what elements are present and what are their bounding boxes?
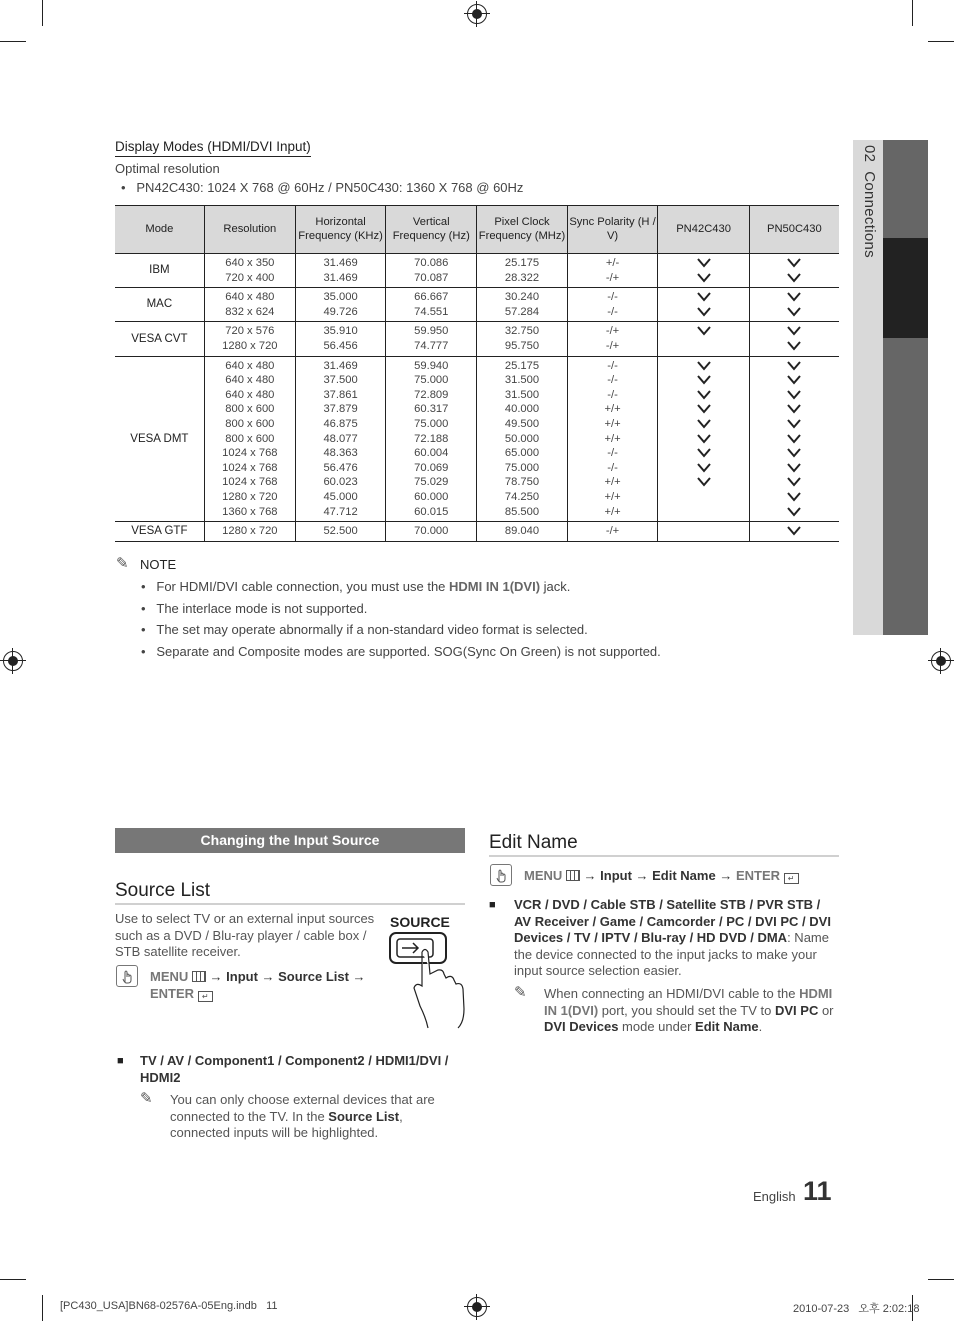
value-line: 48.077	[323, 432, 358, 445]
empty-mark	[658, 490, 748, 505]
value-line: -/-	[607, 305, 618, 318]
value-cell	[477, 356, 567, 522]
crop-mark	[928, 41, 954, 42]
note-item: • Separate and Composite modes are supported. SOG(Sync On Green) is not supported.	[141, 644, 661, 659]
note-pencil-icon: ✎	[140, 1090, 153, 1107]
divider	[115, 903, 465, 905]
mode-cell: VESA CVT	[115, 322, 204, 356]
value-line: 35.910	[323, 325, 358, 338]
value-cell	[295, 322, 385, 356]
footer-file-name: [PC430_USA]BN68-02576A-05Eng.indb 11	[60, 1300, 278, 1312]
value-line: 50.000	[504, 432, 540, 445]
value-line: 56.456	[323, 339, 358, 352]
value-line: 1024 x 768	[222, 447, 278, 460]
pn42c430-support-cell	[658, 322, 749, 356]
value-line: 59.950	[414, 325, 449, 338]
value-line: 46.875	[323, 417, 358, 430]
enter-icon: ↵	[784, 873, 799, 884]
value-line: 75.000	[414, 374, 449, 387]
checkmark-icon	[750, 324, 839, 339]
checkmark-icon	[750, 524, 839, 539]
edit-name-menu-path: MENU → Input → Edit Name → ENTER ↵	[524, 868, 799, 885]
crop-mark	[0, 1279, 26, 1280]
pn42c430-support-cell	[658, 254, 749, 288]
note-item: • For HDMI/DVI cable connection, you must use the HDMI IN 1(DVI) jack.	[141, 579, 571, 594]
value-line: 640 x 480	[225, 359, 275, 372]
checkmark-icon	[658, 417, 748, 432]
checkmark-icon	[658, 432, 748, 447]
pn50c430-support-cell	[749, 356, 839, 522]
value-line: +/+	[604, 417, 621, 430]
value-line: 1360 x 768	[222, 505, 278, 518]
value-line: 49.500	[504, 417, 540, 430]
value-cell	[295, 254, 385, 288]
source-list-description: Use to select TV or an external input sources such as a DVD / Blu-ray player / cable box / STB satellite receiver.	[115, 911, 375, 959]
value-line: 28.322	[504, 271, 540, 284]
value-line: -/-	[607, 359, 618, 372]
checkmark-icon	[750, 256, 839, 271]
mode-cell: VESA DMT	[115, 356, 204, 522]
value-cell	[477, 288, 567, 322]
value-line: -/-	[607, 461, 618, 474]
checkmark-icon	[658, 305, 748, 320]
checkmark-icon	[658, 271, 748, 286]
pn50c430-support-cell	[749, 322, 839, 356]
checkmark-icon	[750, 505, 839, 520]
checkmark-icon	[750, 432, 839, 447]
mode-cell: MAC	[115, 288, 204, 322]
list-bullet-square: ■	[117, 1055, 124, 1067]
value-line: 74.250	[504, 490, 540, 503]
mode-cell: IBM	[115, 254, 204, 288]
value-cell	[477, 522, 567, 542]
value-line: -/-	[607, 447, 618, 460]
note-item: • The interlace mode is not supported.	[141, 601, 368, 616]
remote-hand-icon	[116, 965, 138, 987]
value-cell	[204, 522, 295, 542]
list-bullet-square: ■	[489, 899, 496, 911]
checkmark-icon	[658, 388, 748, 403]
value-line: 640 x 480	[225, 388, 275, 401]
value-line: 31.500	[504, 388, 540, 401]
value-line: -/+	[605, 325, 620, 338]
value-line: 25.175	[504, 359, 540, 372]
checkmark-icon	[750, 475, 839, 490]
value-cell	[204, 322, 295, 356]
checkmark-icon	[658, 402, 748, 417]
note-pencil-icon: ✎	[116, 555, 129, 572]
source-list-item-title: TV / AV / Component1 / Component2 / HDMI1/DVI / HDMI2	[140, 1053, 449, 1085]
checkmark-icon	[750, 417, 839, 432]
table-header-cell: PN50C430	[749, 206, 839, 254]
optimal-resolution-item: • PN42C430: 1024 X 768 @ 60Hz / PN50C430: 1360 X 768 @ 60Hz	[121, 180, 524, 195]
value-cell	[295, 356, 385, 522]
pn42c430-support-cell	[658, 356, 749, 522]
checkmark-icon	[750, 490, 839, 505]
pn50c430-support-cell	[749, 522, 839, 542]
value-line: -/+	[605, 525, 620, 538]
edit-name-note: When connecting an HDMI/DVI cable to the HDMI IN 1(DVI) port, you should set the TV to DVI PC or DVI Devices mode under Edit Name.	[544, 986, 834, 1034]
value-line: 75.000	[504, 461, 540, 474]
value-line: 800 x 600	[225, 417, 275, 430]
value-line: +/+	[604, 490, 621, 503]
value-line: 70.086	[414, 257, 449, 269]
section-bar-changing-input-source: Changing the Input Source	[115, 828, 465, 853]
checkmark-icon	[750, 359, 839, 374]
value-cell	[386, 322, 477, 356]
value-line: -/-	[607, 388, 618, 401]
value-line: +/+	[604, 403, 621, 416]
value-line: +/-	[605, 257, 620, 269]
value-cell	[477, 254, 567, 288]
checkmark-icon	[750, 339, 839, 354]
value-line: 70.000	[414, 525, 449, 538]
value-line: 66.667	[414, 291, 449, 304]
value-line: 59.940	[414, 359, 449, 372]
source-button-illustration	[388, 914, 468, 1032]
source-list-note: You can only choose external devices that are connected to the TV. In the Source List, connected inputs will be highlighted.	[170, 1092, 435, 1140]
value-line: 800 x 600	[225, 432, 275, 445]
value-cell	[567, 322, 658, 356]
source-button-label: SOURCE	[390, 914, 450, 930]
registration-mark-icon	[467, 1297, 487, 1317]
value-line: +/+	[604, 432, 621, 445]
display-modes-title: Display Modes (HDMI/DVI Input)	[115, 139, 311, 157]
table-row	[115, 522, 839, 542]
registration-mark-icon	[467, 4, 487, 24]
table-row	[115, 322, 839, 356]
value-line: -/+	[605, 339, 620, 352]
value-line: 1280 x 720	[222, 339, 278, 352]
value-line: -/-	[607, 374, 618, 387]
divider	[489, 855, 839, 857]
table-header-cell: Resolution	[204, 206, 295, 254]
checkmark-icon	[658, 475, 748, 490]
value-line: 60.000	[414, 490, 449, 503]
value-line: 37.861	[323, 388, 358, 401]
source-list-menu-path: MENU → Input → Source List → ENTER ↵	[150, 969, 366, 1001]
optimal-resolution-label: Optimal resolution	[115, 161, 220, 176]
side-tab-active-marker	[883, 238, 928, 338]
footer-language: English	[753, 1189, 796, 1204]
value-line: 31.500	[504, 374, 540, 387]
display-modes-table	[115, 205, 839, 542]
menu-icon	[566, 870, 580, 881]
note-pencil-icon: ✎	[514, 984, 527, 1001]
checkmark-icon	[658, 324, 748, 339]
edit-name-heading: Edit Name	[489, 832, 578, 853]
checkmark-icon	[750, 388, 839, 403]
registration-mark-icon	[3, 651, 23, 671]
checkmark-icon	[750, 290, 839, 305]
table-header-cell: Sync Polarity (H / V)	[567, 206, 658, 254]
value-line: 720 x 400	[225, 271, 275, 284]
value-line: 40.000	[504, 403, 540, 416]
value-line: 60.317	[414, 403, 449, 416]
value-line: +/+	[604, 476, 621, 489]
empty-mark	[658, 339, 748, 354]
checkmark-icon	[658, 461, 748, 476]
checkmark-icon	[750, 373, 839, 388]
value-line: 1280 x 720	[222, 490, 278, 503]
value-line: 45.000	[323, 490, 358, 503]
value-cell	[386, 356, 477, 522]
value-cell	[295, 288, 385, 322]
mode-cell: VESA GTF	[115, 522, 204, 542]
table-row	[115, 288, 839, 322]
value-cell	[567, 288, 658, 322]
value-line: 640 x 480	[225, 374, 275, 387]
value-line: 49.726	[323, 305, 358, 318]
value-line: 31.469	[323, 257, 358, 269]
value-cell	[204, 356, 295, 522]
value-line: 57.284	[504, 305, 540, 318]
value-line: 65.000	[504, 447, 540, 460]
value-line: 60.023	[323, 476, 358, 489]
remote-hand-icon	[490, 864, 512, 886]
table-row	[115, 254, 839, 288]
value-line: -/+	[605, 271, 620, 284]
note-item: • The set may operate abnormally if a non-standard video format is selected.	[141, 622, 588, 637]
value-line: 832 x 624	[225, 305, 275, 318]
checkmark-icon	[658, 290, 748, 305]
value-line: 37.500	[323, 374, 358, 387]
value-line: 89.040	[504, 525, 540, 538]
value-line: 31.469	[323, 359, 358, 372]
value-line: 30.240	[504, 291, 540, 304]
pn42c430-support-cell	[658, 522, 749, 542]
value-line: 70.069	[414, 461, 449, 474]
checkmark-icon	[750, 461, 839, 476]
checkmark-icon	[750, 446, 839, 461]
pn42c430-support-cell	[658, 288, 749, 322]
value-line: 31.469	[323, 271, 358, 284]
checkmark-icon	[658, 446, 748, 461]
crop-mark	[0, 41, 26, 42]
value-line: 1280 x 720	[222, 525, 278, 538]
enter-icon: ↵	[198, 991, 213, 1002]
value-line: 720 x 576	[225, 325, 275, 338]
checkmark-icon	[658, 256, 748, 271]
value-line: 37.879	[323, 403, 358, 416]
value-cell	[386, 254, 477, 288]
value-line: 74.777	[414, 339, 449, 352]
value-cell	[567, 356, 658, 522]
value-line: 95.750	[504, 339, 540, 352]
value-line: 70.087	[414, 271, 449, 284]
side-tab-strip	[883, 140, 928, 635]
value-cell	[386, 288, 477, 322]
source-list-heading: Source List	[115, 880, 211, 901]
table-header-cell: PN42C430	[658, 206, 749, 254]
value-line: 78.750	[504, 476, 540, 489]
value-line: 75.000	[414, 417, 449, 430]
checkmark-icon	[750, 305, 839, 320]
value-line: 800 x 600	[225, 403, 275, 416]
value-line: 25.175	[504, 257, 540, 269]
edit-name-item: VCR / DVD / Cable STB / Satellite STB / PVR STB / AV Receiver / Game / Camcorder / PC / DVI PC / DVI Devices / TV / IPTV / Blu-ray / HD DVD / DMA: Name the device connected to the input jacks to make your input source selection easier.	[514, 897, 831, 978]
crop-mark	[42, 1295, 43, 1321]
table-header-cell: Vertical Frequency (Hz)	[386, 206, 477, 254]
checkmark-icon	[750, 271, 839, 286]
value-line: 74.551	[414, 305, 449, 318]
value-line: 640 x 350	[225, 257, 275, 269]
empty-mark	[658, 505, 748, 520]
value-cell	[477, 322, 567, 356]
value-cell	[567, 522, 658, 542]
value-line: 60.004	[414, 447, 449, 460]
value-line: -/-	[607, 291, 618, 304]
value-cell	[386, 522, 477, 542]
table-row	[115, 356, 839, 522]
note-heading: NOTE	[140, 557, 177, 572]
value-line: 1024 x 768	[222, 476, 278, 489]
table-header-cell: Pixel Clock Frequency (MHz)	[477, 206, 567, 254]
value-line: 72.809	[414, 388, 449, 401]
table-header-cell: Mode	[115, 206, 204, 254]
value-cell	[295, 522, 385, 542]
table-header-row	[115, 206, 839, 254]
value-line: +/+	[604, 505, 621, 518]
page-number: 11	[803, 1176, 832, 1206]
value-line: 72.188	[414, 432, 449, 445]
value-line: 32.750	[504, 325, 540, 338]
checkmark-icon	[658, 373, 748, 388]
value-line: 48.363	[323, 447, 358, 460]
pn50c430-support-cell	[749, 288, 839, 322]
registration-mark-icon	[931, 651, 951, 671]
value-line: 56.476	[323, 461, 358, 474]
value-line: 1024 x 768	[222, 461, 278, 474]
value-cell	[204, 254, 295, 288]
empty-mark	[658, 524, 748, 539]
value-line: 35.000	[323, 291, 358, 304]
value-line: 640 x 480	[225, 291, 275, 304]
value-cell	[204, 288, 295, 322]
crop-mark	[42, 0, 43, 26]
table-header-cell: Horizontal Frequency (KHz)	[295, 206, 385, 254]
value-line: 85.500	[504, 505, 540, 518]
value-line: 60.015	[414, 505, 449, 518]
crop-mark	[912, 0, 913, 26]
side-tab-label: 02 Connections	[861, 145, 878, 258]
value-line: 75.029	[414, 476, 449, 489]
value-line: 47.712	[323, 505, 358, 518]
value-line: 52.500	[323, 525, 358, 538]
crop-mark	[928, 1279, 954, 1280]
hand-pressing-button-icon	[388, 914, 468, 1032]
checkmark-icon	[750, 402, 839, 417]
value-cell	[567, 254, 658, 288]
footer-timestamp: 2010-07-23 오후 2:02:18	[793, 1303, 920, 1315]
menu-icon	[192, 971, 206, 982]
checkmark-icon	[658, 359, 748, 374]
pn50c430-support-cell	[749, 254, 839, 288]
